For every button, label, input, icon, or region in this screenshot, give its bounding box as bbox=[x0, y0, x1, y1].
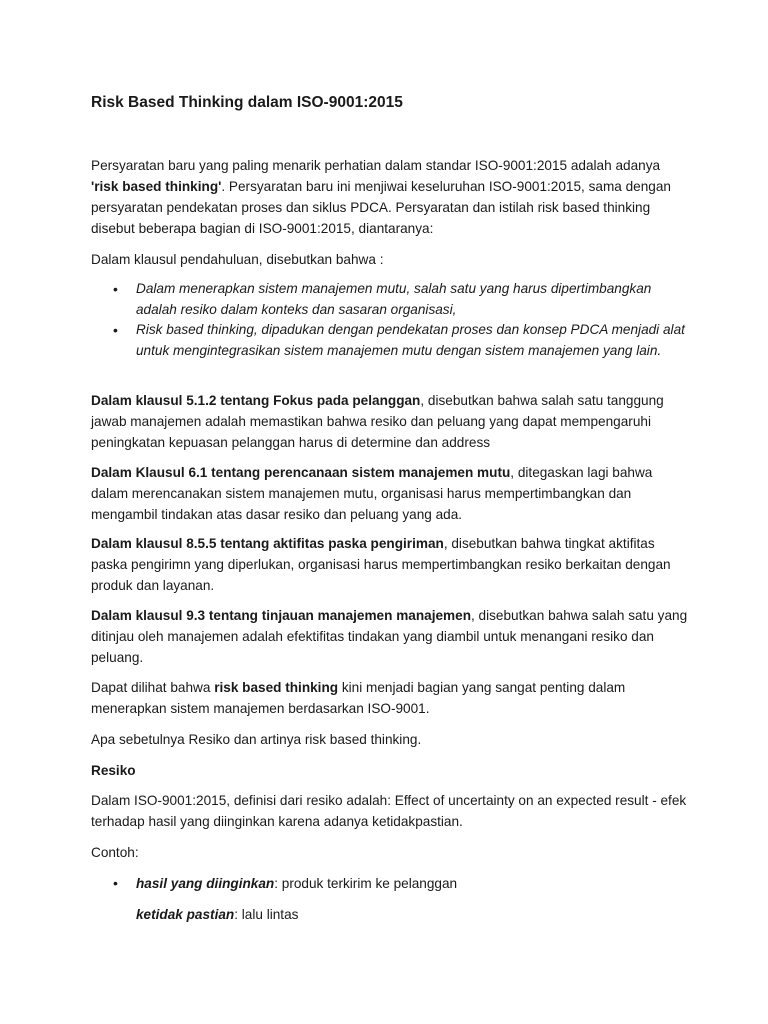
intro-bold-term: 'risk based thinking' bbox=[91, 179, 222, 194]
bullet-icon: • bbox=[113, 875, 118, 891]
question-paragraph: Apa sebetulnya Resiko dan artinya risk based thinking. bbox=[91, 732, 422, 747]
intro-text-end: . Persyaratan baru ini menjiwai keseluruhan ISO-9001:2015, sama dengan persyaratan pendekatan proses dan siklus PDCA. Persyaratan dan istilah risk based thinking disebut beberapa bagian di ISO-9001:2015, diantaranya: bbox=[91, 179, 671, 236]
example-term: hasil yang diinginkan bbox=[136, 876, 275, 891]
example-text: : lalu lintas bbox=[234, 907, 299, 922]
example-label: Contoh: bbox=[91, 845, 139, 860]
clause-512-paragraph bbox=[91, 390, 691, 453]
summary-text-end: kini menjadi bagian yang sangat penting dalam menerapkan sistem manajemen berdasarkan ISO-9001. bbox=[91, 680, 626, 716]
list-item bbox=[91, 279, 691, 320]
clause-93-paragraph bbox=[91, 605, 691, 668]
bullet-icon: • bbox=[113, 281, 118, 297]
clause-855-paragraph bbox=[91, 533, 691, 596]
clause-text: , disebutkan bahwa salah satu yang ditinjau oleh manajemen adalah efektifitas tindakan yang diambil untuk menangani resiko dan peluang. bbox=[91, 608, 688, 665]
summary-paragraph bbox=[91, 677, 691, 719]
clause-heading: Dalam klausul 5.1.2 tentang Fokus pada pelanggan bbox=[91, 393, 421, 408]
clause-heading: Dalam klausul 9.3 tentang tinjauan manajemen manajemen bbox=[91, 608, 471, 623]
bullet-text: Risk based thinking, dipadukan dengan pendekatan proses dan konsep PDCA menjadi alat untuk mengintegrasikan sistem manajemen mutu dengan sistem manajemen yang lain. bbox=[136, 322, 685, 358]
list-item bbox=[91, 320, 691, 361]
clause-heading: Dalam klausul 8.5.5 tentang aktifitas paska pengiriman bbox=[91, 536, 444, 551]
example-row-uncertainty bbox=[136, 904, 298, 925]
preamble-clause-paragraph: Dalam klausul pendahuluan, disebutkan bahwa : bbox=[91, 252, 384, 267]
bullet-text: Dalam menerapkan sistem manajemen mutu, salah satu yang harus dipertimbangkan adalah resiko dalam konteks dan sasaran organisasi, bbox=[136, 281, 652, 317]
intro-paragraph bbox=[91, 155, 691, 239]
preamble-bullet-list bbox=[91, 279, 691, 361]
clause-text: , ditegaskan lagi bahwa dalam merencanakan sistem manajemen mutu, organisasi harus mempertimbangkan dan mengambil tindakan atas dasar resiko dan peluang yang ada. bbox=[91, 465, 653, 522]
clause-heading: Dalam Klausul 6.1 tentang perencanaan sistem manajemen mutu bbox=[91, 465, 511, 480]
example-term: ketidak pastian bbox=[136, 907, 235, 922]
resiko-heading: Resiko bbox=[91, 763, 136, 778]
clause-text: , disebutkan bahwa tingkat aktifitas paska pengirimn yang diperlukan, organisasi harus mempertimbangkan resiko berkaitan dengan produk dan layanan. bbox=[91, 536, 671, 593]
document-title: Risk Based Thinking dalam ISO-9001:2015 bbox=[91, 94, 403, 111]
clause-61-paragraph bbox=[91, 462, 691, 525]
example-row-desired-result bbox=[136, 873, 457, 894]
example-text: : produk terkirim ke pelanggan bbox=[274, 876, 458, 891]
summary-text-start: Dapat dilihat bahwa bbox=[91, 680, 215, 695]
clause-text: , disebutkan bahwa salah satu tanggung jawab manajemen adalah memastikan bahwa resiko dan peluang yang dapat mempengaruhi peningkatan kepuasan pelanggan harus di determine dan address bbox=[91, 393, 664, 450]
summary-bold-term: risk based thinking bbox=[214, 680, 339, 695]
intro-text-start: Persyaratan baru yang paling menarik perhatian dalam standar ISO-9001:2015 adalah adanya bbox=[91, 158, 661, 173]
definition-paragraph: Dalam ISO-9001:2015, definisi dari resiko adalah: Effect of uncertainty on an expected result - efek terhadap hasil yang diinginkan karena adanya ketidakpastian. bbox=[91, 793, 687, 829]
bullet-icon: • bbox=[113, 322, 118, 338]
